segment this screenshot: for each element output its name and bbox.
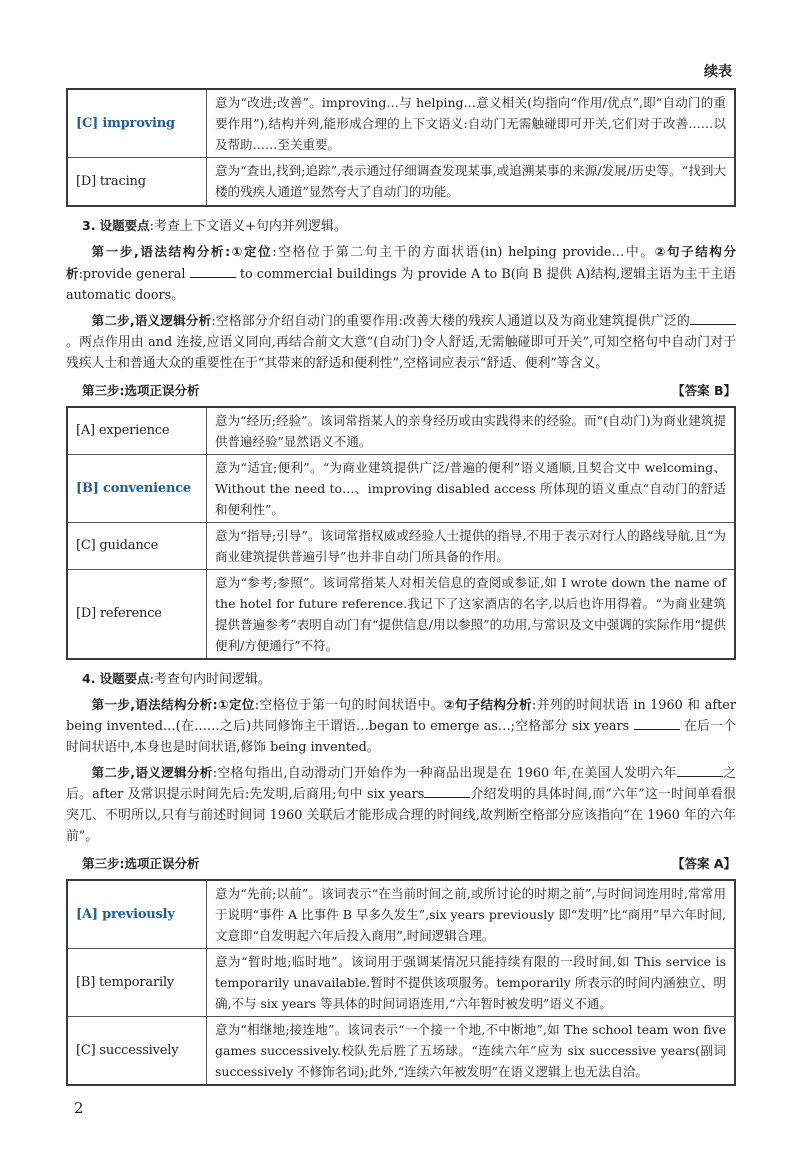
q3-step1-c: :provide general [78, 266, 186, 282]
explanation-cell: 意为“查出,找到;追踪”,表示通过仔细调查发现某事,或追溯某事的来源/发展/历史等。“找到大楼的残疾人通道”显然夸大了自动门的功能。 [207, 158, 736, 206]
table-row [67, 569, 735, 659]
explanation-cell: 意为“暂时地;临时地”。该词用于强调某情况只能持续有限的一段时间,如 This service is temporarily unavailable.暂时不提供该项服务。temporarily 所表示的时间内涵独立、明确,不与 six years 等具体的时间词语连用,“六年暂时被发明”语义不通。 [207, 948, 736, 1016]
option-cell: [C] improving [67, 89, 207, 158]
q4-answer: 【答案 A】 [671, 855, 736, 871]
q4-step1-label: 第一步,语法结构分析:①定位 [91, 696, 255, 712]
q3-step1-b: ②句子结构分析 [66, 243, 736, 281]
option-cell: [A] experience [67, 407, 207, 455]
table-row [67, 158, 735, 206]
q4-step1 [66, 694, 736, 758]
q4-options-table [66, 879, 736, 1086]
table-row [67, 522, 735, 569]
page-number: 2 [74, 1099, 84, 1117]
q4-point-text: :考查句内时间逻辑。 [149, 671, 271, 687]
q3-step2 [66, 310, 736, 374]
blank-line [424, 785, 470, 798]
q3-point [66, 215, 736, 237]
q4-step2-c: 介绍发明的具体时间,而“六年”这一时间单看很突兀、不明所以,只有与前述时间词 1960 关联后才能形成合理的时间线,故判断空格部分应该指向“在 1960 年的六年前”。 [66, 786, 736, 844]
q3-step2-b: 。两点作用由 and 连接,应语义同向,再结合前文大意“(自动门)令人舒适,无需触碰即可开关”,可知空格句中自动门对于残疾人士和普通大众的重要性在于“其带来的舒适和便利性”,空格词应表示“舒适、便利”等含义。 [66, 334, 736, 371]
q4-step2 [66, 762, 736, 847]
q3-step1-d: to commercial buildings 为 provide A to B(向 B 提供 A)结构,逻辑主语为主干主语 automatic doors。 [66, 266, 736, 303]
explanation-cell: 意为“参考;参照”。该词常指某人对相关信息的查阅或参证,如 I wrote down the name of the hotel for future reference.我记下了这家酒店的名字,以后也许用得着。“为商业建筑提供普遍参考”表明自动门有“提供信息/用以参照”的功用,与常识及文中强调的实际作用“提供便利/方便通行”不符。 [207, 569, 736, 659]
q4-step2-label: 第二步,语义逻辑分析 [91, 764, 213, 780]
blank-line [677, 764, 723, 777]
q4-step1-c: :并列的时间状语 in 1960 和 after being invented…(在……之后)共同修饰主干谓语…began to emerge as…;空格部分 six years [66, 697, 736, 734]
q3-step1 [66, 241, 736, 306]
q3-step1-label: 第一步,语法结构分析:①定位 [91, 243, 273, 259]
q4-step2-b: 之后。after 及常识提示时间先后:先发明,后商用;句中 six years [66, 765, 737, 802]
continued-label: 续表 [704, 64, 732, 80]
explanation-cell: 意为“指导;引导”。该词常指权威或经验人士提供的指导,不用于表示对行人的路线导航,且“为商业建筑提供普遍引导”也并非自动门所具备的作用。 [207, 522, 736, 569]
q3-step2-label: 第二步,语义逻辑分析 [91, 312, 212, 328]
explanation-cell: 意为“经历;经验”。该词常指某人的亲身经历或由实践得来的经验。而“(自动门)为商业建筑提供普遍经验”显然语义不通。 [207, 407, 736, 455]
q4-point-num: 4. [82, 670, 96, 686]
q4-step2-a: :空格句指出,自动滑动门开始作为一种商品出现是在 1960 年,在美国人发明六年 [212, 765, 677, 781]
q3-step3-row [66, 380, 736, 402]
q4-point-label: 设题要点 [99, 670, 150, 686]
table-row [67, 407, 735, 455]
q4-step3-label: 第三步:选项正误分析 [82, 855, 200, 871]
table-row [67, 1016, 735, 1085]
blank-line [190, 265, 236, 278]
blank-line [690, 312, 736, 325]
q4-step1-b: ②句子结构分析 [443, 696, 533, 712]
q3-options-table [66, 406, 736, 660]
explanation-cell: 意为“先前;以前”。该词表示“在当前时间之前,或所讨论的时期之前”,与时间词连用时,常常用于说明“事件 A 比事件 B 早多久发生”,six years previously 即“发明”比“商用”早六年时间,文意即“自发明起六年后投入商用”,时间逻辑合理。 [207, 880, 736, 949]
q4-point [66, 668, 736, 690]
content [66, 88, 736, 1086]
explanation-cell: 意为“适宜;便利”。“为商业建筑提供广泛/普遍的便利”语义通顺,且契合文中 welcoming、Without the need to…、improving disabled access 所体现的语义重点“自动门的舒适和便利性”。 [207, 454, 736, 522]
option-cell: [C] successively [67, 1016, 207, 1085]
q3-point-label: 设题要点 [99, 217, 150, 233]
q3-point-num: 3. [82, 217, 96, 233]
explanation-cell: 意为“相继地;接连地”。该词表示“一个接一个地,不中断地”,如 The school team won five games successively.校队先后胜了五场球。“连续六年”应为 six successive years(副词 successively 不修饰名词);此外,“连续六年被发明”在语义逻辑上也无法自洽。 [207, 1016, 736, 1085]
q3-point-text: :考查上下文语义+句内并列逻辑。 [149, 218, 347, 234]
q3-step1-a: :空格位于第二句主干的方面状语(in) helping provide…中。 [272, 244, 655, 260]
option-cell: [A] previously [67, 880, 207, 949]
option-cell: [D] tracing [67, 158, 207, 206]
table-row [67, 880, 735, 949]
q4-step1-a: :空格位于第一句的时间状语中。 [254, 697, 444, 713]
table-row [67, 948, 735, 1016]
blank-line [634, 717, 680, 730]
q4-step1-d: 在后一个时间状语中,本身也是时间状语,修饰 being invented。 [66, 718, 737, 755]
option-cell: [D] reference [67, 569, 207, 659]
explanation-cell: 意为“改进;改善”。improving…与 helping…意义相关(均指向“作用/优点”,即“自动门的重要作用”),结构并列,能形成合理的上下文语义:自动门无需触碰即可开关,它们对于改善……以及帮助……至关重要。 [207, 89, 736, 158]
option-cell: [B] convenience [67, 454, 207, 522]
q3-step2-a: :空格部分介绍自动门的重要作用:改善大楼的残疾人通道以及为商业建筑提供广泛的 [211, 313, 690, 329]
q3-step3-label: 第三步:选项正误分析 [82, 382, 200, 398]
table-row [67, 89, 735, 158]
table-row [67, 454, 735, 522]
option-cell: [B] temporarily [67, 948, 207, 1016]
option-cell: [C] guidance [67, 522, 207, 569]
q4-step3-row [66, 853, 736, 875]
options-table-continued [66, 88, 736, 207]
q3-answer: 【答案 B】 [672, 382, 736, 398]
